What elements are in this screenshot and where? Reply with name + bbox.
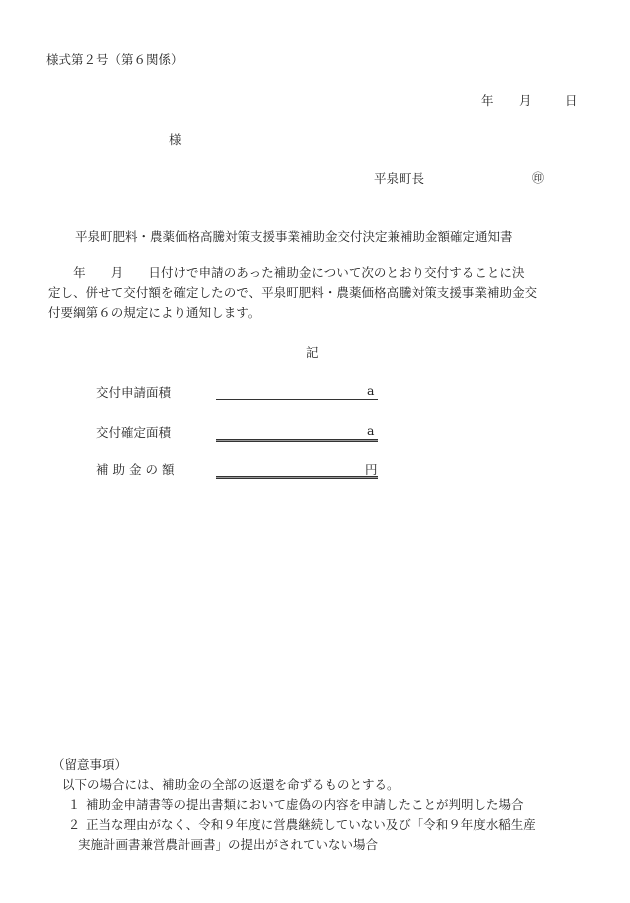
date-month-label: 月 [519, 93, 532, 108]
applied-area-label: 交付申請面積 [96, 385, 172, 400]
notes-heading: （留意事項） [52, 757, 128, 772]
note-number: ２ [67, 817, 81, 832]
applied-area-blank [216, 399, 378, 400]
issuer-title: 平泉町長 [374, 171, 425, 186]
confirmed-area-unit: a [367, 423, 375, 438]
applied-area-unit: a [367, 383, 375, 398]
body-paragraph [48, 263, 588, 323]
confirmed-area-label: 交付確定面積 [96, 425, 172, 440]
seal-mark: ㊞ [532, 171, 545, 185]
subsidy-amount-unit: 円 [365, 462, 378, 477]
body-line: 付要綱第６の規定により通知します。 [48, 305, 261, 320]
confirmed-area-row [0, 423, 630, 443]
date-day-label: 日 [565, 93, 578, 108]
notes-intro: 以下の場合には、補助金の全部の返還を命ずるものとする。 [62, 777, 400, 792]
subsidy-amount-label: 補助金の額 [96, 462, 179, 477]
note-item [62, 815, 536, 833]
confirmed-area-blank [216, 439, 378, 440]
body-line: 年 月 日付けで申請のあった補助金について次のとおり交付することに決 [48, 265, 525, 280]
subsidy-amount-row [0, 460, 630, 480]
note-text: 補助金申請書等の提出書類において虚偽の内容を申請したことが判明した場合 [86, 797, 524, 812]
date-year-label: 年 [481, 93, 494, 108]
note-text-continuation: 実施計画書兼営農計画書」の提出がされていない場合 [78, 837, 379, 852]
applied-area-row [0, 383, 630, 403]
form-number: 様式第２号（第６関係） [46, 52, 184, 67]
document-title: 平泉町肥料・農薬価格高騰対策支援事業補助金交付決定兼補助金額確定通知書 [75, 229, 513, 244]
body-line: 定し、併せて交付額を確定したので、平泉町肥料・農薬価格高騰対策支援事業補助金交 [48, 285, 538, 300]
note-item [62, 795, 524, 813]
ki-heading: 記 [306, 345, 319, 360]
note-text: 正当な理由がなく、令和９年度に営農継続していない及び「令和９年度水稲生産 [86, 817, 536, 832]
recipient-honorific: 様 [169, 132, 182, 147]
note-number: １ [67, 797, 81, 812]
subsidy-amount-blank [216, 476, 378, 477]
